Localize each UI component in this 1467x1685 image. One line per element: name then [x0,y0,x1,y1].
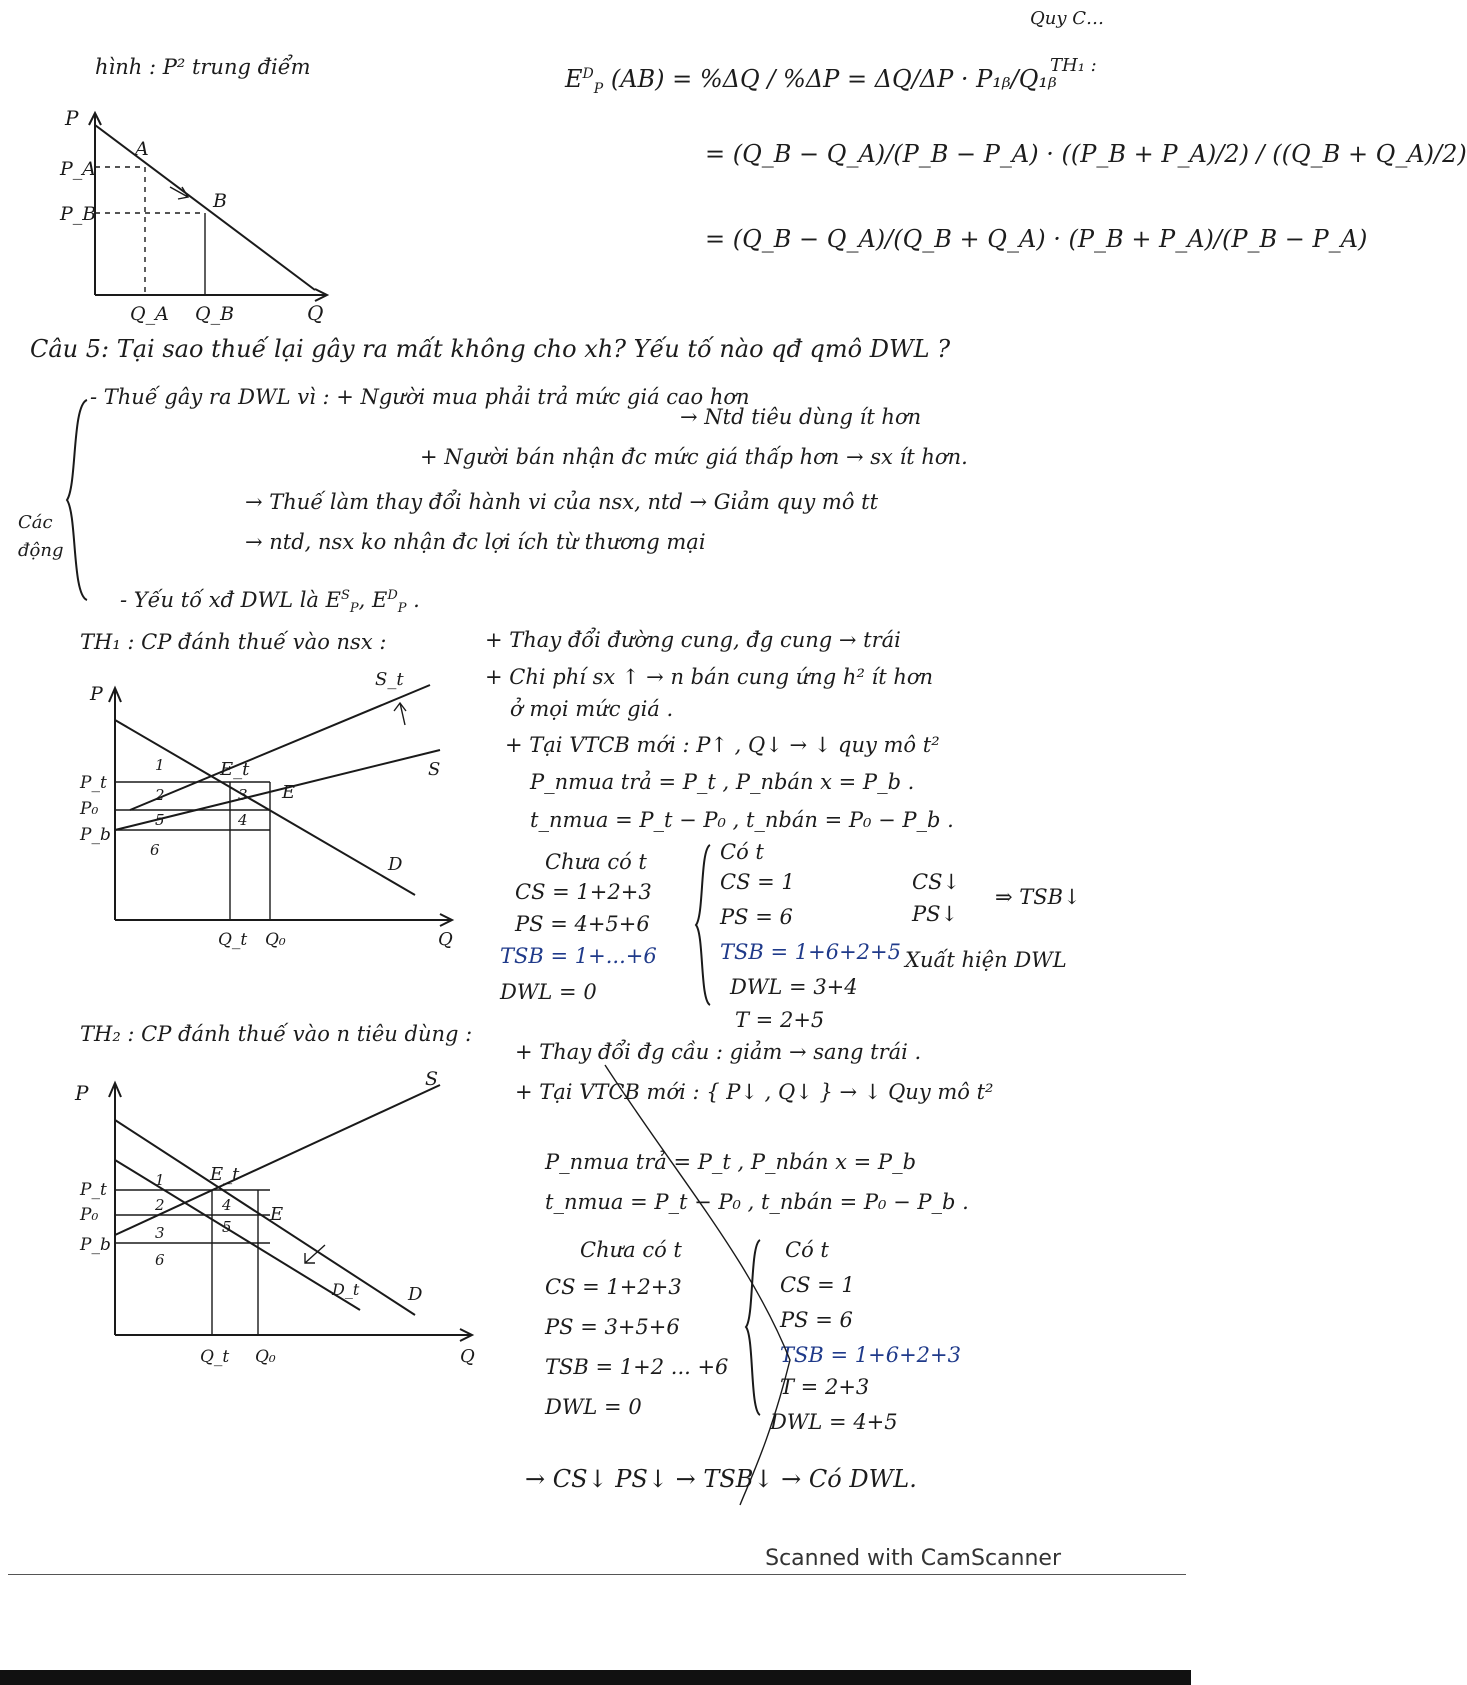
formula-line-1-rest: (AB) = %ΔQ / %ΔP = ΔQ/ΔP · P₁ᵦ/Q₁ᵦ [610,65,1057,93]
th2-after-t: T = 2+3 [780,1375,870,1399]
th1-after-ps: PS = 6 [720,905,793,929]
th2-connector-curve [600,1060,800,1510]
th1-area-4: 4 [238,811,248,829]
th1-result-ps: PS↓ [912,902,959,926]
th1-label-p0: P₀ [80,799,99,819]
th1-note-4: + Tại VTCB mới : P↑ , Q↓ → ↓ quy mô t² [505,733,940,757]
th2-area-1: 1 [155,1171,165,1189]
th1-label-st: S_t [375,669,404,690]
th2-after-title: Có t [785,1238,829,1262]
brace [62,395,92,605]
formula-line-3: = (Q_B − Q_A)/(Q_B + Q_A) · (P_B + P_A)/(P_B − P_A) [705,225,1368,253]
question-title: Câu 5: Tại sao thuế lại gây ra mất không cho xh? Yếu tố nào qđ qmô DWL ? [30,335,951,363]
th2-note-2: + Tại VTCB mới : { P↓ , Q↓ } → ↓ Quy mô t² [515,1080,994,1104]
th1-brace [692,840,717,1010]
th2-before-tsb: TSB = 1+2 ... +6 [545,1355,729,1379]
th1-title: TH₁ : CP đánh thuế vào nsx : [80,630,387,654]
th2-price-2: t_nmua = P_t − P₀ , t_nbán = P₀ − P_b . [545,1190,969,1214]
th1-after-tsb: TSB = 1+6+2+5 [720,940,902,964]
th1-label-pb: P_b [80,825,111,845]
th1-area-5: 5 [155,811,165,829]
th2-label-q: Q [460,1346,475,1367]
th1-graph [70,670,470,960]
th1-before-dwl: DWL = 0 [500,980,597,1004]
th2-price-1: P_nmua trả = P_t , P_nbán x = P_b [545,1150,917,1174]
th1-label-e: E [282,782,296,803]
g0-label-qb: Q_B [195,303,235,325]
question-line-2: → Ntd tiêu dùng ít hơn [680,405,922,429]
side-note-1: Các [18,512,53,533]
graph-elasticity-midpoint [55,95,345,325]
th1-label-qt: Q_t [218,930,248,950]
th1-price-2: t_nmua = P_t − P₀ , t_nbán = P₀ − P_b . [530,808,954,832]
th1-area-2: 2 [155,786,165,804]
th2-before-cs: CS = 1+2+3 [545,1275,682,1299]
g0-label-q: Q [307,301,324,325]
th2-label-p0: P₀ [80,1205,99,1225]
th2-area-3: 3 [155,1224,165,1242]
question-line-4: → Thuế làm thay đổi hành vi của nsx, ntd → Giảm quy mô tt [245,490,879,514]
th2-label-q0: Q₀ [255,1347,276,1367]
formula-line-1: $E^D_P$ (AB) = %ΔQ / %ΔP = ΔQ/ΔP · P₁ᵦ/Q₁ᵦ [565,65,1057,97]
question-line-5: → ntd, nsx ko nhận đc lợi ích từ thương mại [245,530,706,554]
th1-label-s: S [428,759,441,780]
th1-area-3: 3 [238,786,248,804]
th2-label-p: P [75,1081,89,1105]
question-line-6-text: - Yếu tố xđ DWL là E [120,588,341,612]
g0-label-pa: P_A [60,158,97,180]
th1-after-cs: CS = 1 [720,870,795,894]
th1-before-ps: PS = 4+5+6 [515,912,650,936]
th2-before-title: Chưa có t [580,1238,682,1262]
th2-label-e: E [270,1204,284,1225]
th1-after-t: T = 2+5 [735,1008,825,1032]
th2-label-pt: P_t [80,1180,107,1200]
question-line-6: - Yếu tố xđ DWL là $E^S_P$, $E^D_P$ . [120,588,420,617]
formula-line-2: = (Q_B − Q_A)/(P_B − P_A) · ((P_B + P_A)/2) / ((Q_B + Q_A)/2) [705,140,1467,168]
th2-before-dwl: DWL = 0 [545,1395,642,1419]
g0-label-p: P [65,106,79,130]
th2-label-et: E_t [210,1164,240,1185]
bottom-border-bar [0,1670,1191,1685]
th2-title: TH₂ : CP đánh thuế vào n tiêu dùng : [80,1022,473,1046]
th2-label-pb: P_b [80,1235,111,1255]
header-corner: Quy C… [1030,8,1105,29]
th1-result-tsb: ⇒ TSB↓ [995,885,1081,909]
th2-note-1: + Thay đổi đg cầu : giảm → sang trái . [515,1040,922,1064]
th2-after-tsb: TSB = 1+6+2+3 [780,1343,962,1367]
g0-label-a: A [135,138,149,160]
th2-area-6: 6 [155,1251,165,1269]
th2-label-d: D [408,1284,423,1305]
th2-label-qt: Q_t [200,1347,230,1367]
header-hinh: hình : P² trung điểm [95,55,311,79]
th2-area-5: 5 [222,1218,232,1236]
th1-label-q: Q [438,929,453,950]
side-note-2: động [18,540,64,561]
th1-before-tsb: TSB = 1+...+6 [500,944,657,968]
th1-label-pt: P_t [80,773,107,793]
th2-area-4: 4 [222,1196,232,1214]
th2-graph [70,1060,500,1380]
camscanner-watermark: Scanned with CamScanner [765,1546,1061,1571]
question-line-3: + Người bán nhận đc mức giá thấp hơn → sx ít hơn. [420,445,968,469]
g0-label-qa: Q_A [130,303,169,325]
th1-before-cs: CS = 1+2+3 [515,880,652,904]
th1-before-title: Chưa có t [545,850,647,874]
th2-after-ps: PS = 6 [780,1308,853,1332]
th2-label-s: S [425,1068,439,1090]
th2-area-2: 2 [155,1196,165,1214]
th1-note-1: + Thay đổi đường cung, đg cung → trái [485,628,901,652]
question-line-1: - Thuế gây ra DWL vì : + Người mua phải trả mức giá cao hơn [90,385,750,409]
th2-after-cs: CS = 1 [780,1273,855,1297]
th1-note-3: ở mọi mức giá . [510,697,674,721]
g0-label-pb: P_B [60,203,97,225]
th1-note-2: + Chi phí sx ↑ → n bán cung ứng h² ít hơn [485,665,934,689]
th1-label-d: D [388,854,403,875]
header-th1-corner: TH₁ : [1050,55,1097,76]
th1-label-p: P [90,683,103,705]
page-bottom-rule [8,1574,1186,1575]
th1-result-dwl: Xuất hiện DWL [905,948,1067,972]
formula-e: E [565,65,583,93]
th1-area-6: 6 [150,841,160,859]
th2-after-dwl: DWL = 4+5 [770,1410,898,1434]
th1-label-q0: Q₀ [265,930,286,950]
th1-after-dwl: DWL = 3+4 [730,975,858,999]
th1-label-et: E_t [220,759,250,780]
th2-label-dt: D_t [332,1280,360,1299]
th1-result-cs: CS↓ [912,870,961,894]
th1-price-1: P_nmua trả = P_t , P_nbán x = P_b . [530,770,915,794]
g0-label-b: B [213,190,227,212]
th1-after-title: Có t [720,840,764,864]
th2-conclusion: → CS↓ PS↓ → TSB↓ → Có DWL. [525,1465,917,1493]
th2-before-ps: PS = 3+5+6 [545,1315,680,1339]
th1-area-1: 1 [155,756,165,774]
